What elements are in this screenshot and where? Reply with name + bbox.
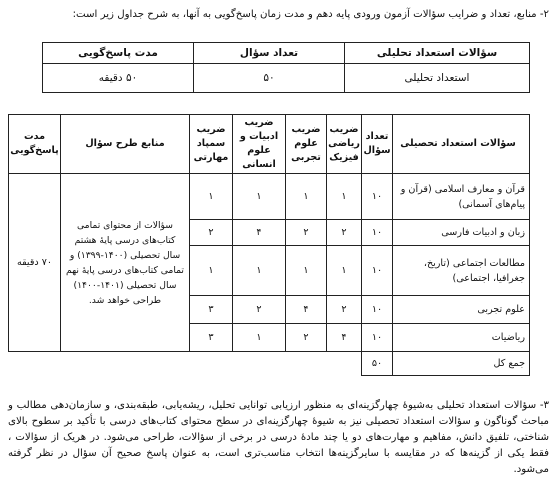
- t2-header-vocational: ضریب سمپاد مهارتی: [190, 115, 233, 174]
- table-row: [9, 174, 530, 220]
- row-vocational: ۳: [190, 296, 233, 324]
- row-literature: ۴: [233, 220, 286, 246]
- row-vocational: ۲: [190, 220, 233, 246]
- row-science: ۱: [286, 246, 327, 296]
- row-subject: قرآن و معارف اسلامی (قرآن و پیام‌های آسمانی): [393, 174, 530, 220]
- row-math: ۱: [327, 246, 362, 296]
- row-subject: مطالعات اجتماعی (تاریخ، جغرافیا، اجتماعی): [393, 246, 530, 296]
- t1-cell-subject: استعداد تحلیلی: [345, 64, 530, 93]
- row-literature: ۱: [233, 324, 286, 352]
- t2-header-duration: مدت پاسخ‌گویی: [9, 115, 61, 174]
- t2-header-math: ضریب ریاضی فیزیک: [327, 115, 362, 174]
- row-literature: ۱: [233, 246, 286, 296]
- t2-header-literature: ضریب ادبیات و علوم انسانی: [233, 115, 286, 174]
- row-count: ۱۰: [362, 324, 393, 352]
- row-vocational: ۳: [190, 324, 233, 352]
- row-vocational: ۱: [190, 246, 233, 296]
- t2-header-subject: سؤالات استعداد تحصیلی: [393, 115, 530, 174]
- row-literature: ۲: [233, 296, 286, 324]
- row-math: ۲: [327, 296, 362, 324]
- total-label: جمع کل: [393, 352, 530, 376]
- row-math: ۱: [327, 174, 362, 220]
- row-subject: زبان و ادبیات فارسی: [393, 220, 530, 246]
- source-cell: سؤالات از محتوای تمامی کتاب‌های درسی پایهٔ هشتم سال تحصیلی (۱۴۰۰-۱۳۹۹) و تمامی کتاب‌های درسی پایهٔ نهم سال تحصیلی (۱۴۰۱-۱۴۰۰) طراحی خواهد شد.: [61, 174, 190, 352]
- t2-header-source: منابع طرح سؤال: [61, 115, 190, 174]
- t2-header-count: تعداد سؤال: [362, 115, 393, 174]
- row-count: ۱۰: [362, 174, 393, 220]
- total-count: ۵۰: [362, 352, 393, 376]
- row-science: ۲: [286, 220, 327, 246]
- row-subject: علوم تجربی: [393, 296, 530, 324]
- row-vocational: ۱: [190, 174, 233, 220]
- row-subject: ریاضیات: [393, 324, 530, 352]
- t1-cell-duration: ۵۰ دقیقه: [43, 64, 194, 93]
- row-literature: ۱: [233, 174, 286, 220]
- t1-header-count: تعداد سؤال: [194, 43, 345, 64]
- row-math: ۲: [327, 220, 362, 246]
- row-count: ۱۰: [362, 296, 393, 324]
- section-2-text: ۲- منابع، تعداد و ضرایب سؤالات آزمون ورودی پایه دهم و مدت زمان پاسخ‌گویی به آنها، به شرح جداول زیر است:: [72, 9, 549, 20]
- t1-header-duration: مدت پاسخ‌گویی: [43, 43, 194, 64]
- row-science: ۱: [286, 174, 327, 220]
- total-row: [9, 352, 530, 376]
- t1-header-subject: سؤالات استعداد تحلیلی: [345, 43, 530, 64]
- duration-cell: ۷۰ دقیقه: [9, 174, 61, 352]
- row-count: ۱۰: [362, 246, 393, 296]
- row-science: ۲: [286, 324, 327, 352]
- t1-cell-count: ۵۰: [194, 64, 345, 93]
- row-count: ۱۰: [362, 220, 393, 246]
- academic-aptitude-table: [8, 114, 530, 376]
- section-3-text: ۳- سؤالات استعداد تحلیلی به‌شیوهٔ چهارگزینه‌ای به منظور ارزیابی توانایی تحلیل، ریشه‌یابی، طبقه‌بندی، و سازمان‌دهی مطالب و مباحث گوناگون و سؤالات استعداد تحصیلی نیز به شیوهٔ چهارگزینه‌ای در سطح محتوای کتاب‌های درسی با تأکید بر سطوح بالای شناختی، تلفیق دانش، مفاهیم و مهارت‌های دو یا چند مادهٔ درسی در برخی از سؤالات، طراحی می‌شود. در هریک از سؤالات ، فقط یکی از گزینه‌ها که در مقایسه با سایرگزینه‌ها انتخاب مناسب‌تری است، به عنوان پاسخ صحیح آن سؤال در نظر گرفته می‌شود.: [8, 400, 549, 475]
- row-science: ۴: [286, 296, 327, 324]
- t2-header-science: ضریب علوم تجربی: [286, 115, 327, 174]
- total-empty: [9, 352, 362, 376]
- analytical-aptitude-table: [42, 42, 530, 93]
- row-math: ۴: [327, 324, 362, 352]
